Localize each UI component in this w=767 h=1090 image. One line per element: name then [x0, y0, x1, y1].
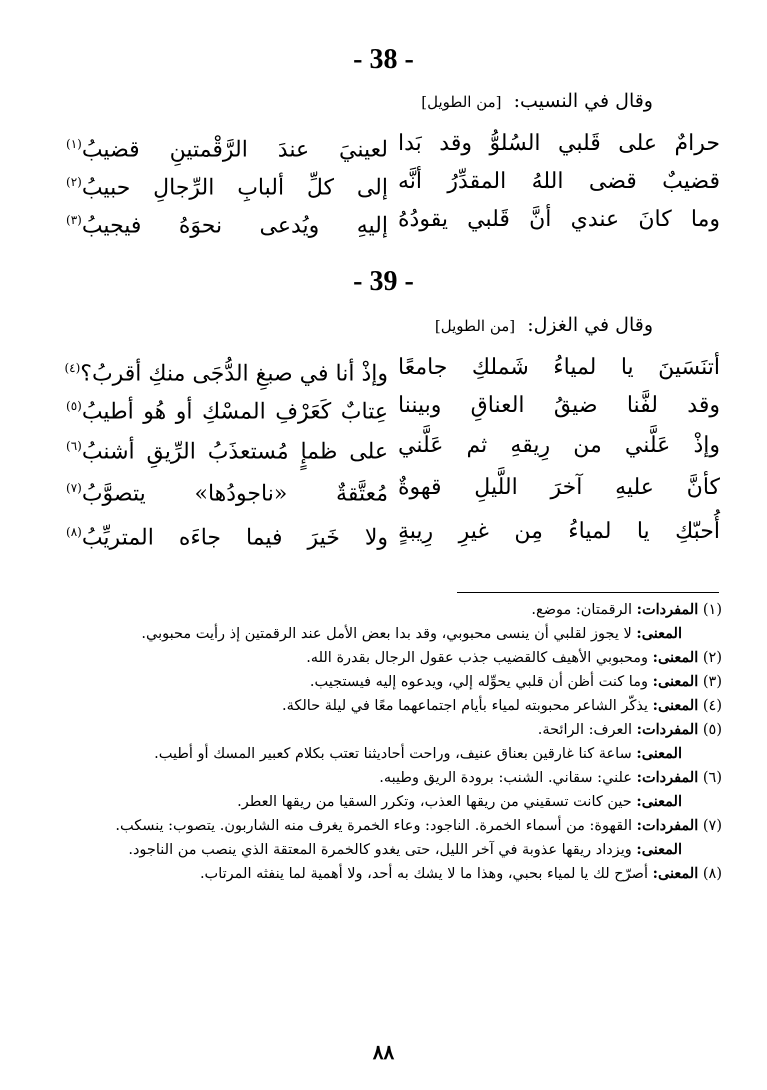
footnote-label: المعنى:: [636, 841, 682, 858]
poem-number-38: - 38 -: [353, 44, 414, 75]
footnote-number: (٧): [702, 818, 722, 834]
verse-second-hemistich: [66, 426, 388, 466]
footnote-text: يذكّر الشاعر محبوبته لمياء بأيام اجتماعهما معًا في ليلة حالكة.: [281, 698, 648, 714]
poem-38-intro-text: وقال في النسيب:: [513, 90, 653, 112]
verse-second-hemistich: [66, 512, 388, 552]
verse-second-hemistich: [66, 348, 388, 388]
verse: [40, 124, 720, 164]
footnote-label: المعنى:: [652, 697, 699, 714]
footnote-number: (٥): [702, 722, 722, 738]
poem-38-meter: [من الطويل]: [421, 93, 502, 111]
footnote: [38, 622, 722, 646]
poem-39-meter: [من الطويل]: [434, 317, 516, 335]
verse: [40, 162, 720, 202]
footnote-number: (٤): [702, 698, 722, 714]
verse-second-text: لعينيَ عندَ الرَّقْمتينِ قضيبُ: [81, 137, 388, 163]
poem-39-intro: [435, 314, 653, 336]
footnote: [38, 838, 722, 862]
footnote-marker: (١): [66, 137, 82, 151]
footnote-number: (٣): [702, 674, 722, 690]
verse-second-text: عِتابٌ كَعَرْفِ المسْكِ أو هُو أطيبُ: [81, 399, 388, 425]
verse-second-text: إلى كلِّ ألبابِ الرِّجالِ حبيبُ: [81, 175, 388, 201]
footnote: [38, 598, 722, 622]
footnote: [38, 670, 722, 694]
footnote: [38, 766, 722, 790]
footnote: [38, 694, 722, 718]
footnote-label: المفردات:: [636, 817, 699, 834]
verse-first-hemistich: أتنَسَينَ يا لمياءُ شَملكِ جامعًا: [398, 355, 720, 380]
verse-second-hemistich: [66, 124, 388, 164]
verse-second-hemistich: [66, 162, 388, 202]
verse: [40, 426, 720, 466]
footnote-label: المفردات:: [636, 769, 699, 786]
footnote-marker: (٢): [66, 175, 82, 189]
footnote-text: حين كانت تسقيني من ريقها العذب، وتكرر السقيا من ريقها العطر.: [237, 794, 632, 810]
footnote: [38, 646, 722, 670]
verse: [40, 348, 720, 388]
footnote-text: لا يجوز لقلبي أن ينسى محبوبي، وقد بدا بعض الأمل عند الرقمتين إذ رأيت محبوبي.: [141, 626, 632, 642]
footnote-marker: (٣): [66, 213, 82, 227]
footnote-number: (١): [702, 602, 722, 618]
footnote-text: وما كنت أظن أن قلبي يحوِّله إلي، ويدعوه إليه فيستجيب.: [309, 674, 648, 690]
footnote-text: ويزداد ريقها عذوبة في آخر الليل، حتى يغدو كالخمرة المعتقة الذي ينصب من الناجود.: [128, 842, 632, 858]
verse-first-hemistich: وما كانَ عندي أنَّ قَلبي يقودُهُ: [398, 207, 720, 232]
verse-first-hemistich: كأنَّ عليهِ آخرَ اللَّيلِ قهوةٌ: [398, 475, 720, 500]
footnote-text: القهوة: من أسماء الخمرة. الناجود: وعاء الخمرة يغرف منه الشاربون. يتصوب: ينسكب.: [115, 818, 632, 834]
footnote-text: علني: سقاني. الشنب: برودة الريق وطيبه.: [379, 770, 632, 786]
footnote-label: المعنى:: [652, 673, 699, 690]
footnote: [38, 862, 722, 886]
footnote-text: ومحبوبي الأهيف كالقضيب جذب عقول الرجال بقدرة الله.: [306, 650, 648, 666]
footnotes: [38, 598, 722, 886]
verse: [40, 200, 720, 240]
footnote-number: (٦): [702, 770, 722, 786]
poem-number-39: - 39 -: [353, 266, 414, 297]
verse-first-hemistich: وقد لفَّنا ضيقُ العناقِ وبيننا: [398, 393, 720, 418]
verse-first-hemistich: قضيبٌ قضى اللهُ المقدِّرُ أنَّه: [398, 169, 720, 194]
verse-first-hemistich: وإذْ عَلَّني من رِيقهِ ثم عَلَّني: [398, 433, 720, 458]
footnote-text: ساعة كنا غارقين بعناق عنيف، وراحت أحاديثنا تعتب بكلام كعبير المسك أو أطيب.: [154, 746, 632, 762]
poem-39-intro-text: وقال في الغزل:: [527, 314, 653, 336]
footnote-label: المعنى:: [652, 865, 699, 882]
verse-second-hemistich: [66, 468, 388, 508]
verse: [40, 468, 720, 508]
footnote-marker: (٨): [66, 525, 82, 539]
verse-second-text: إليهِ ويُدعى نحوَهُ فيجيبُ: [81, 213, 388, 239]
poem-38-intro: [421, 90, 653, 112]
verse-second-hemistich: [66, 200, 388, 240]
footnote-number: (٨): [702, 866, 722, 882]
footnote-divider: [457, 592, 719, 593]
footnote-marker: (٤): [64, 361, 81, 375]
footnote: [38, 742, 722, 766]
verse-second-hemistich: [66, 386, 388, 426]
verse-first-hemistich: حرامٌ على قَلبي السُلوُّ وقد بَدا: [398, 131, 720, 156]
footnote-number: (٢): [702, 650, 722, 666]
footnote-label: المعنى:: [636, 745, 682, 762]
footnote-text: أصرّح لك يا لمياء بحبي، وهذا ما لا يشك به أحد، ولا أهمية لما ينفثه المرتاب.: [199, 866, 648, 882]
footnote-label: المعنى:: [652, 649, 699, 666]
verse-first-hemistich: أُحبّكِ يا لمياءُ مِن غيرِ رِيبةٍ: [398, 519, 720, 544]
footnote-marker: (٦): [66, 439, 82, 453]
footnote: [38, 814, 722, 838]
footnote-marker: (٧): [66, 481, 82, 495]
verse-second-text: ولا خَيرَ فيما جاءَه المتريِّبُ: [81, 525, 388, 551]
footnote-text: الرقمتان: موضع.: [531, 602, 632, 618]
verse-second-text: مُعتَّقةٌ «ناجودُها» يتصوَّبُ: [81, 481, 388, 507]
verse-second-text: على ظمإٍ مُستعذَبُ الرِّيقِ أشنبُ: [81, 439, 388, 465]
footnote-label: المفردات:: [636, 721, 699, 738]
footnote-marker: (٥): [66, 399, 82, 413]
footnote-label: المفردات:: [636, 601, 699, 618]
footnote: [38, 718, 722, 742]
verse: [40, 386, 720, 426]
footnote: [38, 790, 722, 814]
footnote-label: المعنى:: [636, 793, 682, 810]
footnote-label: المعنى:: [636, 625, 682, 642]
page-number: ٨٨: [372, 1040, 395, 1064]
footnote-text: العرف: الرائحة.: [537, 722, 632, 738]
verse: [40, 512, 720, 552]
verse-second-text: وإذْ أنا في صبغِ الدُّجَى منكِ أقربُ؟: [80, 361, 388, 387]
